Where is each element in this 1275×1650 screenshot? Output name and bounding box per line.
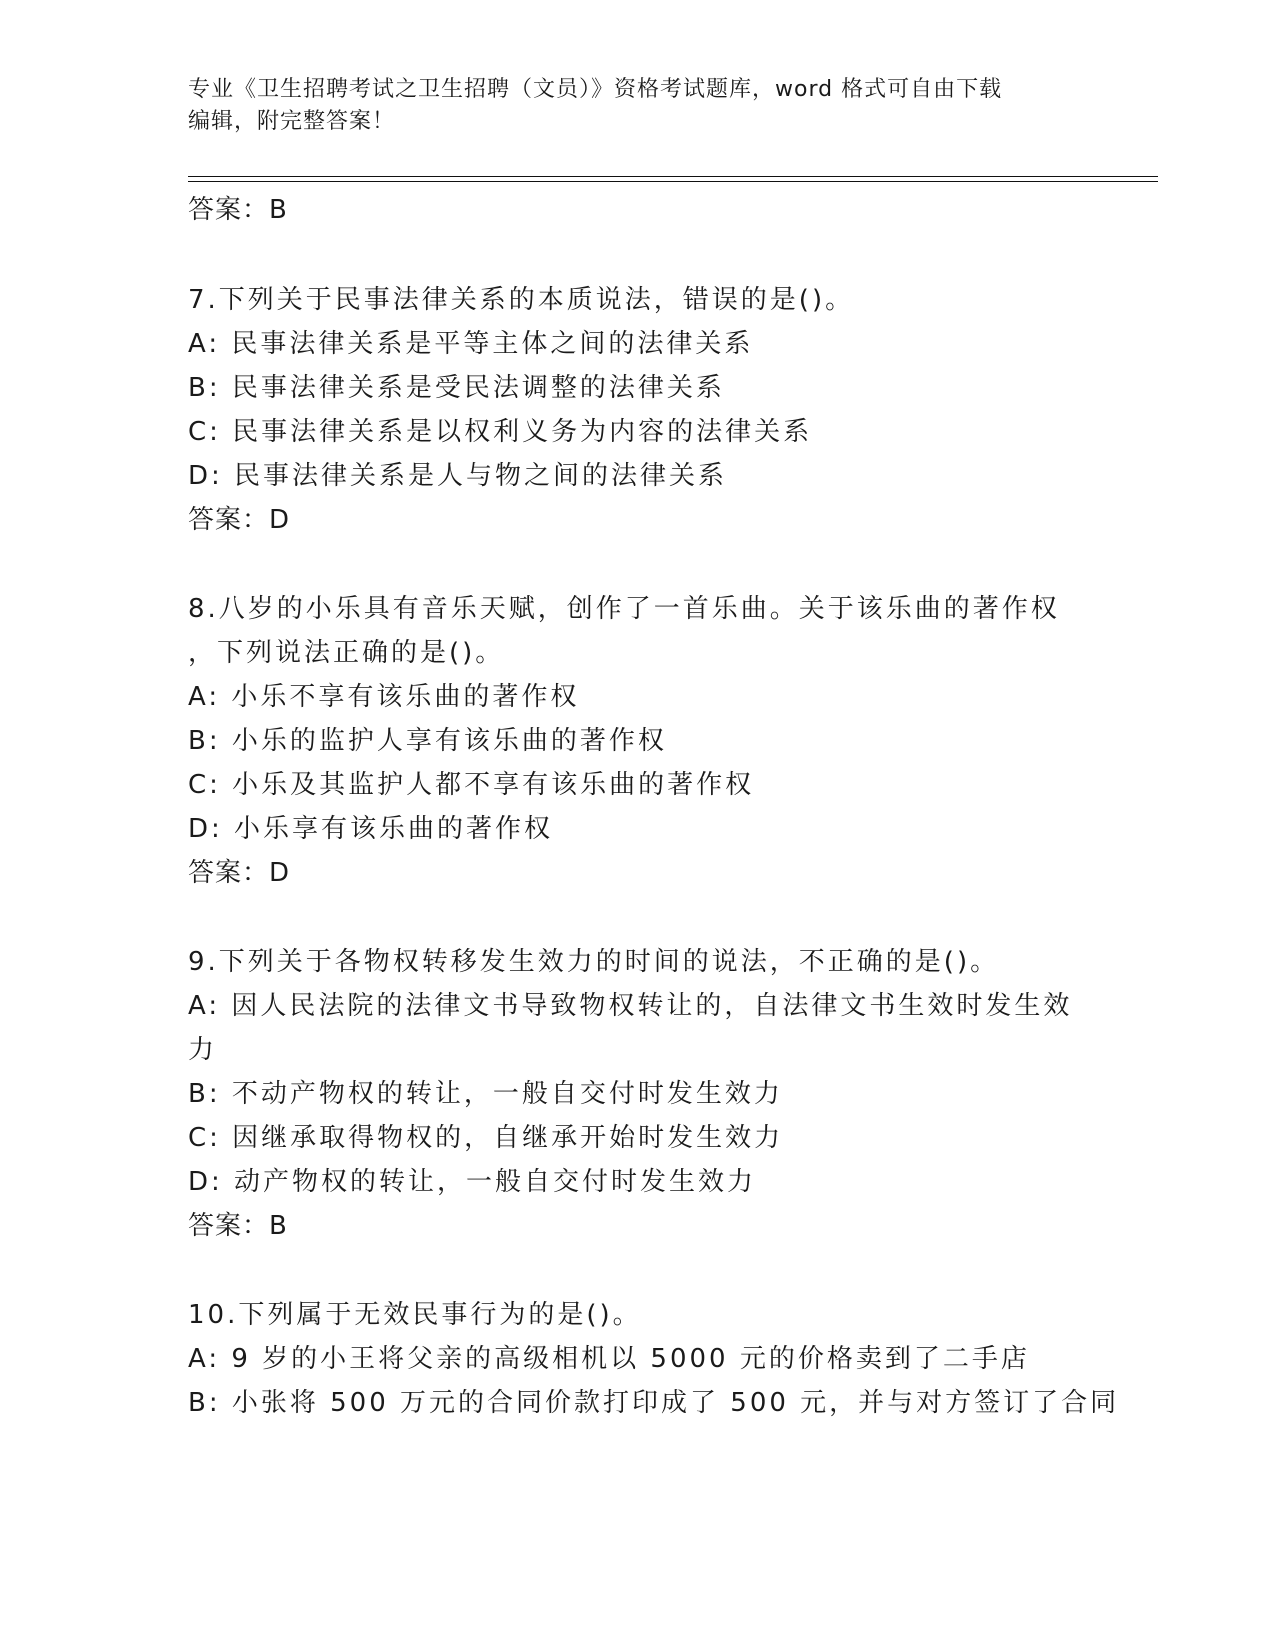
header-divider-top — [188, 176, 1158, 177]
question-7-option-c: C: 民事法律关系是以权利义务为内容的法律关系 — [188, 417, 813, 447]
question-9-answer: 答案：B — [188, 1211, 288, 1241]
question-7-stem: 7.下列关于民事法律关系的本质说法，错误的是()。 — [188, 285, 855, 315]
question-9-option-a-line-1: A: 因人民法院的法律文书导致物权转让的，自法律文书生效时发生效 — [188, 991, 1073, 1021]
header-line-2: 编辑，附完整答案！ — [188, 109, 396, 134]
question-7-option-d: D: 民事法律关系是人与物之间的法律关系 — [188, 461, 728, 491]
question-9-option-b: B: 不动产物权的转让，一般自交付时发生效力 — [188, 1079, 783, 1109]
header-line-1: 专业《卫生招聘考试之卫生招聘（文员）》资格考试题库，word 格式可自由下载 — [188, 77, 1003, 102]
question-9-option-c: C: 因继承取得物权的，自继承开始时发生效力 — [188, 1123, 784, 1153]
question-9-option-a-line-2: 力 — [188, 1035, 218, 1065]
question-7-option-b: B: 民事法律关系是受民法调整的法律关系 — [188, 373, 725, 403]
question-8-option-d: D: 小乐享有该乐曲的著作权 — [188, 814, 554, 844]
question-9-stem: 9.下列关于各物权转移发生效力的时间的说法，不正确的是()。 — [188, 947, 1000, 977]
header-divider-bottom — [188, 181, 1158, 182]
question-10-option-b: B: 小张将 500 万元的合同价款打印成了 500 元，并与对方签订了合同 — [188, 1388, 1120, 1418]
question-7-answer: 答案：D — [188, 505, 291, 535]
question-10-stem: 10.下列属于无效民事行为的是()。 — [188, 1300, 642, 1330]
question-8-answer: 答案：D — [188, 858, 291, 888]
question-8-option-b: B: 小乐的监护人享有该乐曲的著作权 — [188, 726, 667, 756]
document-header — [188, 74, 1088, 138]
question-8-stem-line-2: ，下列说法正确的是()。 — [188, 638, 505, 668]
question-8-option-c: C: 小乐及其监护人都不享有该乐曲的著作权 — [188, 770, 755, 800]
question-8-stem-line-1: 8.八岁的小乐具有音乐天赋，创作了一首乐曲。关于该乐曲的著作权 — [188, 594, 1060, 624]
question-9-option-d: D: 动产物权的转让，一般自交付时发生效力 — [188, 1167, 757, 1197]
answer-previous: 答案：B — [188, 195, 288, 225]
question-7-option-a: A: 民事法律关系是平等主体之间的法律关系 — [188, 329, 754, 359]
question-8-option-a: A: 小乐不享有该乐曲的著作权 — [188, 682, 580, 712]
question-10-option-a: A: 9 岁的小王将父亲的高级相机以 5000 元的价格卖到了二手店 — [188, 1344, 1030, 1374]
